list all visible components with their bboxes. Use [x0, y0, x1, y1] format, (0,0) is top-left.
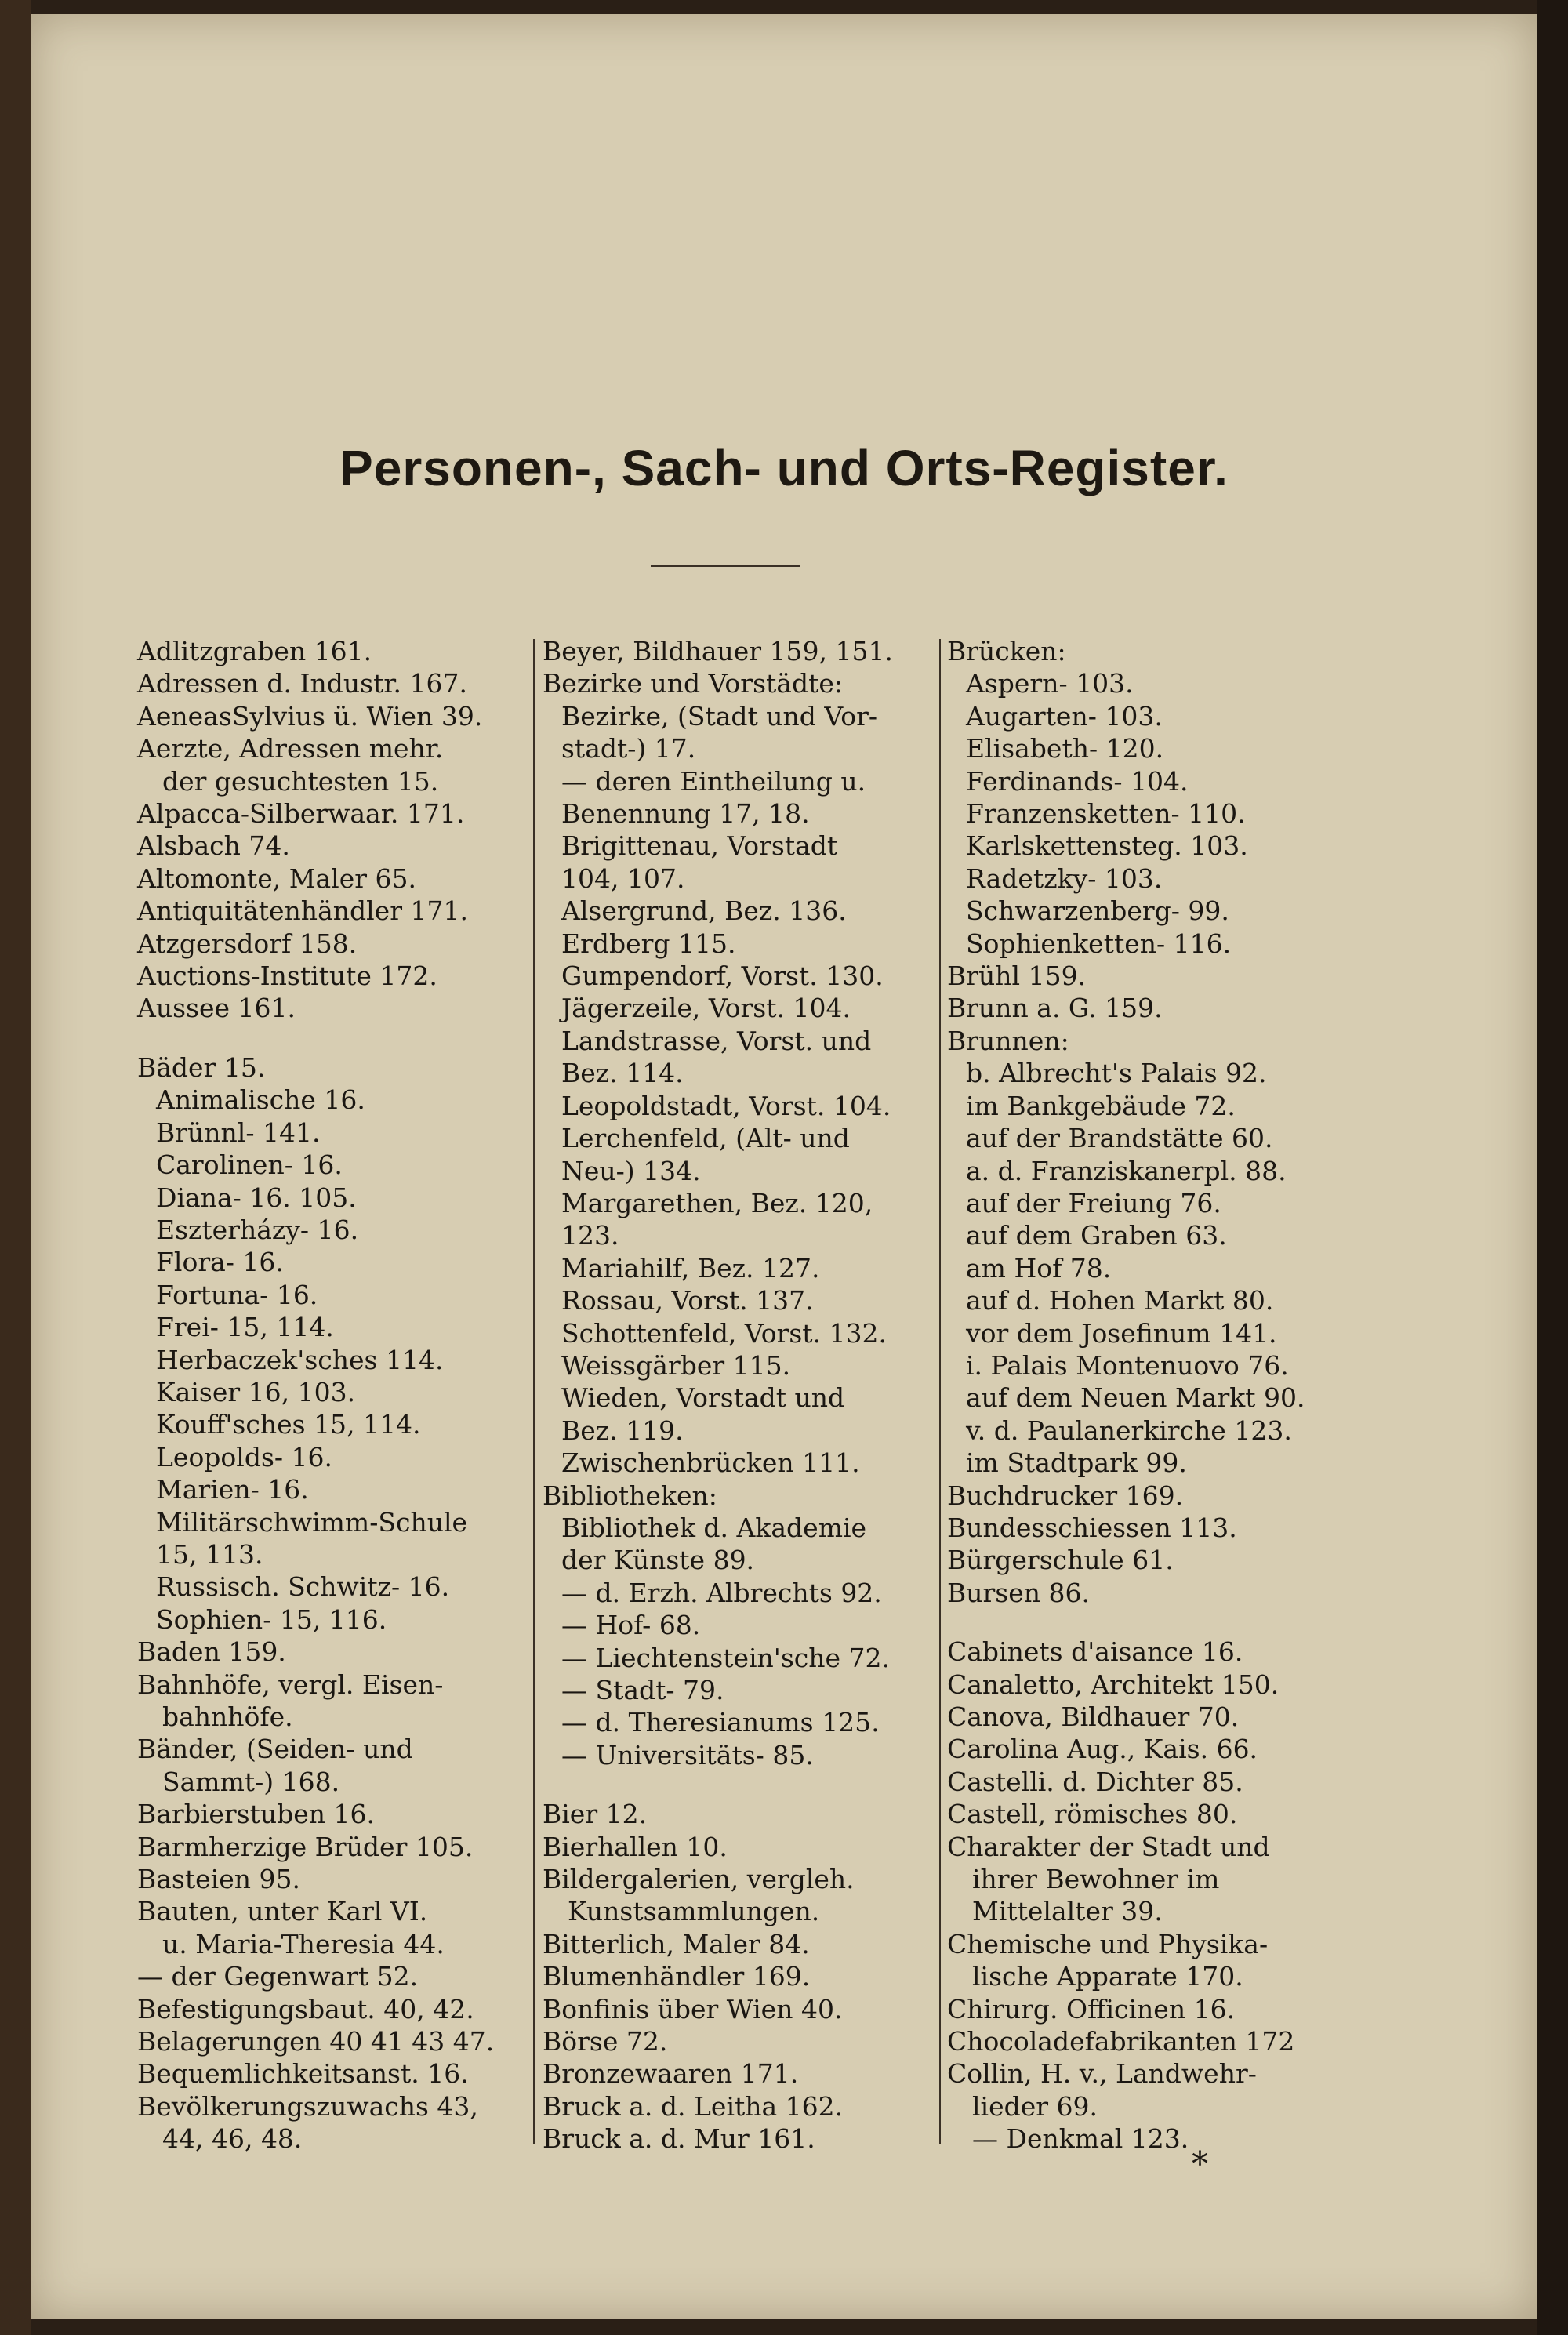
index-subentry: Mariahilf, Bez. 127.: [561, 1252, 820, 1284]
index-entry: Bursen 86.: [947, 1577, 1090, 1608]
book-binding-left: [0, 0, 31, 2335]
index-entry: Buchdrucker 169.: [947, 1480, 1184, 1511]
entry-gap: [543, 1771, 938, 1798]
index-subentry: Ferdinands- 104.: [966, 765, 1189, 797]
index-entry: — der Gegenwart 52.: [137, 1961, 419, 1992]
index-column-3: [947, 635, 1355, 2155]
index-subentry: Fortuna- 16.: [156, 1279, 318, 1310]
index-entry: Brücken:: [947, 636, 1066, 666]
index-subentry: Lerchenfeld, (Alt- und: [561, 1123, 850, 1154]
index-entry: AeneasSylvius ü. Wien 39.: [137, 700, 483, 732]
index-subentry: Marien- 16.: [156, 1474, 309, 1505]
index-entry-continuation: Bez. 114.: [561, 1058, 684, 1089]
index-entry-continuation: lieder 69.: [972, 2090, 1098, 2122]
index-entry: Bronzewaaren 171.: [543, 2058, 799, 2090]
index-entry: Bequemlichkeitsanst. 16.: [137, 2058, 469, 2090]
index-entry-continuation: 123.: [561, 1220, 619, 1251]
index-subentry: Karlskettensteg. 103.: [966, 830, 1248, 862]
index-entry: Castell, römisches 80.: [947, 1799, 1238, 1830]
index-entry: Belagerungen 40 41 43 47.: [137, 2026, 495, 2057]
index-entry: Chocoladefabrikanten 172: [947, 2026, 1295, 2057]
index-entry: Bruck a. d. Mur 161.: [543, 2123, 815, 2155]
index-entry: Canaletto, Architekt 150.: [947, 1669, 1279, 1700]
index-entry: Bürgerschule 61.: [947, 1545, 1174, 1576]
index-entry: Carolina Aug., Kais. 66.: [947, 1734, 1258, 1765]
index-subentry: Leopolds- 16.: [156, 1441, 333, 1473]
index-subentry: — Liechtenstein'sche 72.: [561, 1642, 891, 1673]
index-entry-continuation: u. Maria-Theresia 44.: [162, 1928, 445, 1959]
index-subentry: auf der Brandstätte 60.: [966, 1123, 1273, 1154]
index-subentry: auf der Freiung 76.: [966, 1187, 1221, 1218]
index-entry-continuation: der gesuchtesten 15.: [162, 765, 439, 797]
index-subentry: — d. Erzh. Albrechts 92.: [561, 1577, 882, 1608]
index-entry: Bundesschiessen 113.: [947, 1512, 1237, 1543]
index-subentry: Schwarzenberg- 99.: [966, 895, 1229, 927]
page-title: Personen-, Sach- und Orts-Register.: [339, 440, 1229, 496]
index-entry: Bäder 15.: [137, 1051, 266, 1083]
index-entry: Brunnen:: [947, 1025, 1069, 1056]
index-entry-continuation: Kunstsammlungen.: [568, 1896, 820, 1927]
index-entry: Basteien 95.: [137, 1864, 300, 1895]
index-entry: Bierhallen 10.: [543, 1831, 728, 1862]
index-subentry: Alsergrund, Bez. 136.: [561, 895, 847, 927]
index-entry-continuation: — Denkmal 123.: [972, 2123, 1189, 2155]
index-subentry: Aspern- 103.: [966, 668, 1134, 699]
index-column-1: [137, 635, 525, 2155]
index-column-2: [543, 635, 938, 2155]
index-entry: Aerzte, Adressen mehr.: [137, 733, 444, 764]
index-entry: Bier 12.: [543, 1799, 648, 1830]
index-subentry: Brünnl- 141.: [156, 1117, 321, 1148]
index-subentry: — Hof- 68.: [561, 1610, 701, 1641]
index-subentry: Frei- 15, 114.: [156, 1312, 334, 1343]
index-subentry: Radetzky- 103.: [966, 862, 1163, 894]
index-subentry: Sophienketten- 116.: [966, 928, 1232, 959]
index-entry-continuation: 44, 46, 48.: [162, 2123, 303, 2155]
index-subentry: Erdberg 115.: [561, 928, 736, 959]
index-entry: Befestigungsbaut. 40, 42.: [137, 1993, 474, 2025]
index-subentry: Jägerzeile, Vorst. 104.: [561, 993, 851, 1024]
index-subentry: Animalische 16.: [156, 1084, 365, 1116]
index-subentry: Sophien- 15, 116.: [156, 1603, 387, 1635]
index-subentry: a. d. Franziskanerpl. 88.: [966, 1155, 1287, 1186]
index-entry-continuation: 15, 113.: [156, 1538, 263, 1570]
index-subentry: Franzensketten- 110.: [966, 798, 1246, 830]
index-subentry: Zwischenbrücken 111.: [561, 1447, 860, 1479]
index-entry-continuation: 104, 107.: [561, 862, 685, 894]
index-subentry: Margarethen, Bez. 120,: [561, 1187, 873, 1218]
index-subentry: im Bankgebäude 72.: [966, 1090, 1236, 1121]
index-subentry: Diana- 16. 105.: [156, 1182, 357, 1213]
index-entry: Chirurg. Officinen 16.: [947, 1993, 1236, 2025]
index-entry-continuation: bahnhöfe.: [162, 1701, 293, 1732]
index-subentry: auf dem Graben 63.: [966, 1220, 1227, 1251]
index-entry-continuation: der Künste 89.: [561, 1545, 755, 1576]
index-entry: Castelli. d. Dichter 85.: [947, 1766, 1243, 1797]
index-entry: Bauten, unter Karl VI.: [137, 1896, 428, 1927]
index-subentry: Militärschwimm-Schule: [156, 1506, 468, 1538]
index-subentry: vor dem Josefinum 141.: [966, 1317, 1277, 1349]
index-subentry: — Universitäts- 85.: [561, 1739, 814, 1770]
index-entry: Auctions-Institute 172.: [137, 961, 437, 992]
index-subentry: Schottenfeld, Vorst. 132.: [561, 1317, 887, 1349]
index-entry: Barmherzige Brüder 105.: [137, 1831, 474, 1862]
index-subentry: Brigittenau, Vorstadt: [561, 830, 838, 862]
index-entry: Brühl 159.: [947, 961, 1087, 992]
book-binding-right: [1537, 0, 1568, 2335]
index-subentry: Carolinen- 16.: [156, 1149, 343, 1181]
index-entry: Beyer, Bildhauer 159, 151.: [543, 636, 893, 666]
index-entry: Alsbach 74.: [137, 830, 290, 862]
index-entry: Adressen d. Industr. 167.: [137, 668, 467, 699]
index-subentry: — Stadt- 79.: [561, 1675, 724, 1705]
index-entry: Charakter der Stadt und: [947, 1831, 1270, 1862]
index-entry: Blumenhändler 169.: [543, 1961, 811, 1992]
index-entry: Bonfinis über Wien 40.: [543, 1993, 843, 2025]
index-subentry: Bezirke, (Stadt und Vor-: [561, 700, 878, 732]
index-entry-continuation: stadt-) 17.: [561, 733, 696, 764]
index-subentry: i. Palais Montenuovo 76.: [966, 1349, 1289, 1381]
index-entry-continuation: Sammt-) 168.: [162, 1766, 340, 1797]
index-subentry: — d. Theresianums 125.: [561, 1707, 880, 1738]
index-subentry: Herbaczek'sches 114.: [156, 1344, 444, 1375]
index-subentry: Leopoldstadt, Vorst. 104.: [561, 1090, 891, 1121]
index-entry: Bezirke und Vorstädte:: [543, 668, 843, 699]
index-subentry: auf dem Neuen Markt 90.: [966, 1382, 1305, 1414]
index-entry: Collin, H. v., Landwehr-: [947, 2058, 1257, 2090]
index-entry: Bitterlich, Maler 84.: [543, 1928, 810, 1959]
index-entry: Chemische und Physika-: [947, 1928, 1269, 1959]
index-entry-continuation: ihrer Bewohner im: [972, 1864, 1220, 1895]
index-subentry: v. d. Paulanerkirche 123.: [966, 1414, 1292, 1446]
index-subentry: Augarten- 103.: [966, 700, 1163, 732]
entry-gap: [947, 1609, 1355, 1636]
index-entry: Börse 72.: [543, 2026, 668, 2057]
index-subentry: im Stadtpark 99.: [966, 1447, 1187, 1479]
entry-gap: [137, 1025, 525, 1051]
index-subentry: b. Albrecht's Palais 92.: [966, 1058, 1267, 1089]
index-subentry: Eszterházy- 16.: [156, 1214, 359, 1245]
index-entry-continuation: Benennung 17, 18.: [561, 798, 810, 830]
index-entry-continuation: lische Apparate 170.: [972, 1961, 1243, 1992]
index-subentry: Russisch. Schwitz- 16.: [156, 1571, 450, 1603]
index-subentry: auf d. Hohen Markt 80.: [966, 1285, 1274, 1316]
index-entry: Aussee 161.: [137, 993, 296, 1024]
index-subentry: Weissgärber 115.: [561, 1349, 791, 1381]
index-subentry: — deren Eintheilung u.: [561, 765, 866, 797]
index-subentry: Wieden, Vorstadt und: [561, 1382, 845, 1414]
index-entry: Bänder, (Seiden- und: [137, 1734, 413, 1765]
index-entry: Bildergalerien, vergleh.: [543, 1864, 855, 1895]
index-entry-continuation: Neu-) 134.: [561, 1155, 701, 1186]
index-entry: Bibliotheken:: [543, 1480, 717, 1511]
index-entry: Alpacca-Silberwaar. 171.: [137, 798, 465, 830]
index-entry: Adlitzgraben 161.: [137, 636, 372, 666]
index-subentry: Flora- 16.: [156, 1247, 284, 1278]
index-subentry: Elisabeth- 120.: [966, 733, 1164, 764]
index-entry: Altomonte, Maler 65.: [137, 862, 416, 894]
index-subentry: Rossau, Vorst. 137.: [561, 1285, 814, 1316]
index-entry-continuation: Bez. 119.: [561, 1414, 684, 1446]
footer-mark: *: [1192, 2144, 1208, 2183]
index-entry-continuation: Mittelalter 39.: [972, 1896, 1163, 1927]
index-subentry: am Hof 78.: [966, 1252, 1112, 1284]
index-entry: Antiquitätenhändler 171.: [137, 895, 468, 927]
index-subentry: Bibliothek d. Akademie: [561, 1512, 867, 1543]
index-subentry: Landstrasse, Vorst. und: [561, 1025, 872, 1056]
index-entry: Barbierstuben 16.: [137, 1799, 376, 1830]
index-entry: Atzgersdorf 158.: [137, 928, 358, 959]
index-entry: Cabinets d'aisance 16.: [947, 1636, 1243, 1668]
index-subentry: Gumpendorf, Vorst. 130.: [561, 961, 884, 992]
index-entry: Bevölkerungszuwachs 43,: [137, 2090, 478, 2122]
index-entry: Bruck a. d. Leitha 162.: [543, 2090, 844, 2122]
column-divider-1: [533, 639, 535, 2144]
index-subentry: Kouff'sches 15, 114.: [156, 1409, 421, 1440]
index-entry: Brunn a. G. 159.: [947, 993, 1163, 1024]
index-entry: Baden 159.: [137, 1636, 286, 1668]
index-entry: Canova, Bildhauer 70.: [947, 1701, 1240, 1732]
title-rule: [651, 565, 800, 567]
column-divider-2: [939, 639, 941, 2144]
index-subentry: Kaiser 16, 103.: [156, 1376, 356, 1407]
index-entry: Bahnhöfe, vergl. Eisen-: [137, 1669, 444, 1700]
